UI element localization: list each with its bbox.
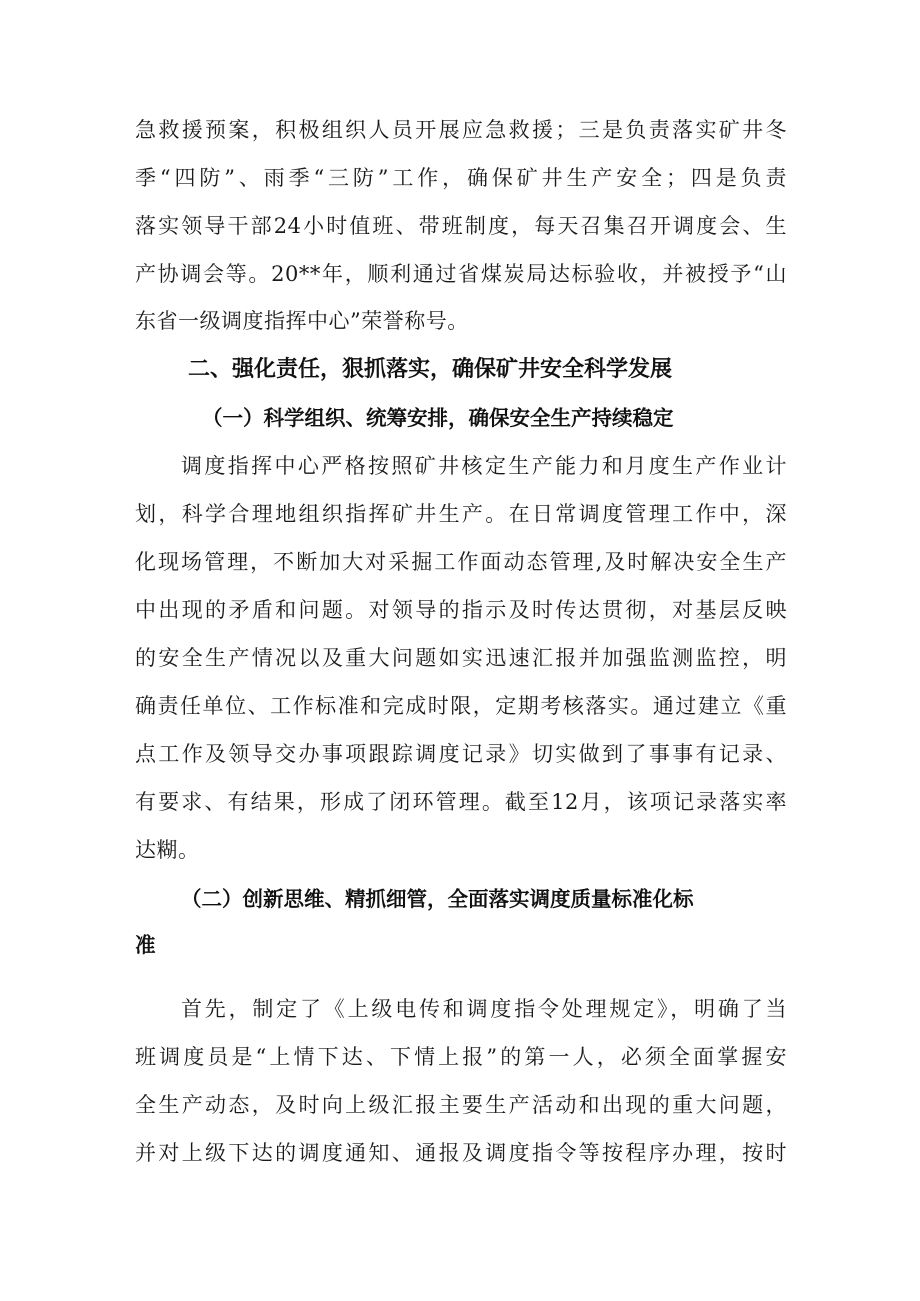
paragraph-1-line-5: 东省一级调度指挥中心”荣誉称号。 — [135, 309, 469, 333]
paragraph-3-line-3: 全生产动态，及时向上级汇报主要生产活动和出现的重大问题， — [135, 1093, 787, 1117]
paragraph-2-line-4: 中出现的矛盾和问题。对领导的指示及时传达贯彻，对基层反映 — [135, 598, 787, 622]
subsection-1-heading: （一）科学组织、统筹安排，确保安全生产持续稳定 — [202, 406, 674, 430]
paragraph-2-line-5: 的安全生产情况以及重大问题如实迅速汇报并加强监测监控，明 — [135, 646, 787, 670]
paragraph-2-line-8: 有要求、有结果，形成了闭环管理。截至12月，该项记录落实率 — [135, 790, 787, 814]
paragraph-1-line-4: 产协调会等。20**年，顺利通过省煤炭局达标验收，并被授予“山 — [135, 262, 787, 286]
paragraph-2-line-2: 划，科学合理地组织指挥矿井生产。在日常调度管理工作中，深 — [135, 502, 787, 526]
paragraph-3-line-1: 首先，制定了《上级电传和调度指令处理规定》，明确了当 — [181, 997, 787, 1021]
paragraph-2-line-3: 化现场管理，不断加大对采掘工作面动态管理,及时解决安全生产 — [135, 550, 787, 574]
paragraph-2-line-7: 点工作及领导交办事项跟踪调度记录》切实做到了事事有记录、 — [135, 742, 787, 766]
subsection-2-heading-line-1: （二）创新思维、精抓细管，全面落实调度质量标准化标 — [181, 887, 694, 911]
section-2-heading: 二、强化责任，狠抓落实，确保矿井安全科学发展 — [188, 357, 673, 382]
paragraph-2-line-6: 确责任单位、工作标准和完成时限，定期考核落实。通过建立《重 — [135, 694, 787, 718]
paragraph-1-line-3: 落实领导干部24小时值班、带班制度，每天召集召开调度会、生 — [135, 214, 787, 238]
paragraph-2-line-1: 调度指挥中心严格按照矿井核定生产能力和月度生产作业计 — [181, 454, 787, 478]
paragraph-1-line-1: 急救援预案，积极组织人员开展应急救援；三是负责落实矿井冬 — [135, 118, 787, 142]
paragraph-3-line-2: 班调度员是“上情下达、下情上报”的第一人，必须全面掌握安 — [135, 1045, 787, 1069]
paragraph-2-line-9: 达糊。 — [135, 838, 200, 862]
paragraph-3-line-4: 并对上级下达的调度通知、通报及调度指令等按程序办理，按时 — [135, 1141, 787, 1165]
subsection-2-heading-line-2: 准 — [135, 933, 156, 957]
paragraph-1-line-2: 季“四防”、雨季“三防”工作，确保矿井生产安全；四是负责 — [135, 166, 787, 190]
